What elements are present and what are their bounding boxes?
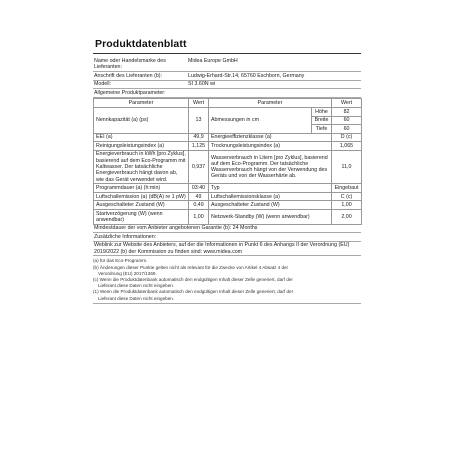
- dimension-name: Tiefe: [312, 125, 332, 133]
- warranty-text: Mindestdauer der vom Anbieter angebotenen Garantie (b): 24 Months: [93, 225, 361, 233]
- table-row: [94, 150, 362, 184]
- energy-class-label: Energieeffizienzklasse (a): [209, 133, 332, 141]
- water-consumption-label: Wasserverbrauch in Litern [pro Zyklus], basierend auf dem Eco-Programm. Der tatsächliche Wasserverbrauch hängt von der Verwendung des Geräts und von der Wasserhärte ab.: [209, 150, 332, 184]
- cleaning-label: Reinigungsleistungsindex (a): [94, 142, 189, 150]
- additional-info-label: Zusätzliche Informationen:: [93, 233, 361, 241]
- info-value: Ludwig-Erhard-Str.14, 65760 Eschborn, Germany: [187, 72, 361, 81]
- info-label: Anschrift des Lieferanten (b):: [93, 72, 187, 81]
- noise-label: Luftschallemission (a) (dB(A) re 1 pW): [94, 192, 189, 200]
- program-duration-label: Programmdauer (a) (h:min): [94, 184, 189, 192]
- weblink-text: Weblink zur Website des Anbieters, auf der die Informationen in Punkt 6 des Anhangs II der Verordnung (EU) 2019/2022 (b) der Kommission zu finden sind: www.midea.com: [93, 242, 361, 257]
- off-mode-value: 0,49: [189, 201, 209, 209]
- parameter-table: [93, 98, 362, 225]
- product-data-sheet: [93, 38, 361, 304]
- header-value: Wert: [189, 99, 209, 108]
- dimension-value: 82: [332, 108, 362, 116]
- energy-class-value: D (c): [332, 133, 362, 141]
- noise-class-label: Luftschallemissionsklasse (a): [209, 192, 332, 200]
- info-row: [93, 80, 361, 89]
- table-header-row: [94, 99, 362, 108]
- standby-label: Ausgeschalteter Zustand (W): [209, 201, 332, 209]
- header-value: Wert: [332, 99, 362, 108]
- info-label: Name oder Handelsmarke des Lieferanten:: [93, 57, 187, 72]
- supplier-info-table: [93, 57, 361, 89]
- network-standby-value: 2,00: [332, 209, 362, 224]
- footnote: Lieferant diese Daten nicht eingeben.: [98, 283, 175, 289]
- dimension-name: Höhe: [312, 108, 332, 116]
- table-row: [94, 133, 362, 141]
- footnote: (b) Änderungen dieser Punkte gelten nicht als relevant für die Zwecke von Artikel 4 Absatz 4 der: [93, 264, 289, 270]
- table-row: [94, 142, 362, 150]
- delay-start-label: Startverzögerung (W) (wenn anwendbar): [94, 209, 189, 224]
- footnote: Verordnung (EU) 2017/1369.: [98, 270, 157, 276]
- dimension-value: 60: [332, 116, 362, 124]
- info-value: SI 3.60N wi: [187, 80, 361, 89]
- footnote: Lieferant diese Daten nicht eingeben.: [98, 295, 175, 301]
- dimension-value: 60: [332, 125, 362, 133]
- table-row: [94, 108, 362, 116]
- table-row: [94, 201, 362, 209]
- standby-value: 1,00: [332, 201, 362, 209]
- type-label: Typ: [209, 184, 332, 192]
- info-value: Midea Europe GmbH: [187, 57, 361, 72]
- noise-class-value: C (c): [332, 192, 362, 200]
- program-duration-value: 03:40: [189, 184, 209, 192]
- drying-label: Trocknungsleistungsindex (a): [209, 142, 332, 150]
- footer-divider: [93, 303, 361, 304]
- eei-label: EEI (a): [94, 133, 189, 141]
- delay-start-value: 1,00: [189, 209, 209, 224]
- page-title: Produktdatenblatt: [95, 38, 187, 50]
- table-row: [94, 184, 362, 192]
- title-divider: [93, 53, 361, 54]
- network-standby-label: Netzwerk-Standby (W) (wenn anwendbar): [209, 209, 332, 224]
- info-label: Modell:: [93, 80, 187, 89]
- general-params-label: Allgemeine Produktparameter:: [93, 89, 361, 98]
- dimension-name: Breite: [312, 116, 332, 124]
- footnote: (1) Wenn die Produktdatenbank automatisch den endgültigen Inhalt dieser Zelle generiert, darf der: [93, 289, 294, 295]
- header-parameter: Parameter: [94, 99, 189, 108]
- info-row: [93, 57, 361, 72]
- cleaning-value: 1,125: [189, 142, 209, 150]
- footnotes: [93, 258, 361, 301]
- water-consumption-value: 11,0: [332, 150, 362, 184]
- dimensions-label: Abmessungen in cm: [209, 108, 312, 133]
- eei-value: 49,9: [189, 133, 209, 141]
- footnote: (a) für das Eco-Programm.: [93, 258, 148, 264]
- table-row: [94, 192, 362, 200]
- type-value: Eingebaut: [332, 184, 362, 192]
- capacity-label: Nennkapazität (a) (ps): [94, 108, 189, 133]
- footnote: (c) Wenn die Produktdatenbank automatisch den endgültigen Inhalt dieser Zelle generiert, darf der: [93, 277, 293, 283]
- energy-consumption-label: Energieverbrauch in kWh [pro Zyklus], basierend auf dem Eco-Programm mit Kaltwasser. Der tatsächliche Energieverbrauch hängt davon ab, wie das Gerät verwendet wird.: [94, 150, 189, 184]
- table-row: [94, 209, 362, 224]
- off-mode-label: Ausgeschalteter Zustand (W): [94, 201, 189, 209]
- capacity-value: 13: [189, 108, 209, 133]
- energy-consumption-value: 0,937: [189, 150, 209, 184]
- header-parameter: Parameter: [209, 99, 332, 108]
- info-row: [93, 72, 361, 81]
- drying-value: 1,065: [332, 142, 362, 150]
- noise-value: 49: [189, 192, 209, 200]
